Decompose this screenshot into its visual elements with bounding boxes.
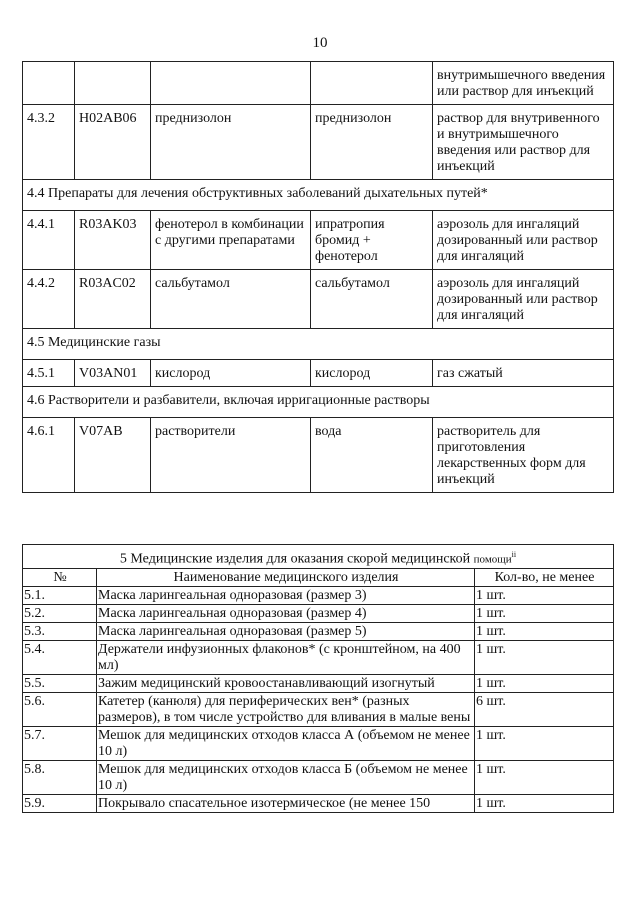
device-row: [23, 794, 614, 812]
drug-name-cell: [151, 62, 311, 105]
device-name-cell: Мешок для медицинских отходов класса А (объемом не менее 10 л): [97, 726, 475, 760]
section-heading-row: [23, 180, 614, 211]
device-qty-cell: 1 шт.: [475, 674, 614, 692]
device-name-cell: Покрывало спасательное изотермическое (не менее 150: [97, 794, 475, 812]
drug-code-cell: 4.4.2: [23, 270, 75, 329]
drug-name-cell: фенотерол в комбинации с другими препаратами: [151, 211, 311, 270]
section-heading-row: [23, 329, 614, 360]
device-qty-cell: 1 шт.: [475, 640, 614, 674]
drug-code-cell: 4.3.2: [23, 105, 75, 180]
header-qty: Кол-во, не менее: [475, 568, 614, 586]
medical-devices-table: [22, 544, 614, 813]
drug-atc-cell: V03AN01: [75, 360, 151, 387]
drug-inn-cell: преднизолон: [311, 105, 433, 180]
drug-atc-cell: R03AC02: [75, 270, 151, 329]
device-row: [23, 726, 614, 760]
device-qty-cell: 6 шт.: [475, 692, 614, 726]
drug-form-cell: газ сжатый: [433, 360, 614, 387]
drug-inn-cell: [311, 62, 433, 105]
drug-atc-cell: H02AB06: [75, 105, 151, 180]
device-name-cell: Катетер (канюля) для периферических вен* (разных размеров), в том числе устройство для вливания в малые вены: [97, 692, 475, 726]
drug-row: [23, 270, 614, 329]
device-qty-cell: 1 шт.: [475, 622, 614, 640]
drug-inn-cell: кислород: [311, 360, 433, 387]
device-name-cell: Маска ларингеальная одноразовая (размер 5): [97, 622, 475, 640]
device-row: [23, 640, 614, 674]
devices-title-tail: помощи: [473, 553, 512, 566]
drug-row: [23, 211, 614, 270]
device-row: [23, 760, 614, 794]
device-num-cell: 5.8.: [23, 760, 97, 794]
drug-inn-cell: ипратропия бромид + фенотерол: [311, 211, 433, 270]
device-qty-cell: 1 шт.: [475, 760, 614, 794]
drug-row: [23, 360, 614, 387]
device-row: [23, 604, 614, 622]
device-name-cell: Держатели инфузионных флаконов* (с кронштейном, на 400 мл): [97, 640, 475, 674]
device-row: [23, 586, 614, 604]
device-name-cell: Маска ларингеальная одноразовая (размер 4): [97, 604, 475, 622]
device-num-cell: 5.1.: [23, 586, 97, 604]
footnote-marker: ii: [511, 550, 517, 559]
device-name-cell: Маска ларингеальная одноразовая (размер 3): [97, 586, 475, 604]
device-qty-cell: 1 шт.: [475, 586, 614, 604]
drug-name-cell: преднизолон: [151, 105, 311, 180]
device-qty-cell: 1 шт.: [475, 726, 614, 760]
page-number: 10: [312, 35, 328, 51]
device-row: [23, 622, 614, 640]
drug-atc-cell: V07AB: [75, 418, 151, 493]
drug-form-cell: аэрозоль для ингаляций дозированный или раствор для ингаляций: [433, 270, 614, 329]
device-row: [23, 674, 614, 692]
drug-form-cell: раствор для внутривенного и внутримышечного введения или раствор для инъекций: [433, 105, 614, 180]
devices-header-row: [23, 568, 614, 586]
device-qty-cell: 1 шт.: [475, 604, 614, 622]
devices-title-text: 5 Медицинские изделия для оказания скорой медицинской: [119, 551, 471, 567]
drug-code-cell: 4.6.1: [23, 418, 75, 493]
drug-code-cell: 4.4.1: [23, 211, 75, 270]
header-name: Наименование медицинского изделия: [97, 568, 475, 586]
drug-inn-cell: сальбутамол: [311, 270, 433, 329]
device-num-cell: 5.5.: [23, 674, 97, 692]
section-heading-row: [23, 387, 614, 418]
drug-row: [23, 62, 614, 105]
device-row: [23, 692, 614, 726]
drug-form-cell: аэрозоль для ингаляций дозированный или раствор для ингаляций: [433, 211, 614, 270]
device-qty-cell: 1 шт.: [475, 794, 614, 812]
device-num-cell: 5.2.: [23, 604, 97, 622]
device-num-cell: 5.4.: [23, 640, 97, 674]
drug-form-cell: растворитель для приготовления лекарственных форм для инъекций: [433, 418, 614, 493]
drug-atc-cell: [75, 62, 151, 105]
section-heading: 4.5 Медицинские газы: [23, 329, 614, 360]
devices-table-title-row: [23, 545, 614, 569]
drug-table: [22, 61, 614, 493]
drug-inn-cell: вода: [311, 418, 433, 493]
device-num-cell: 5.7.: [23, 726, 97, 760]
drug-name-cell: сальбутамол: [151, 270, 311, 329]
drug-name-cell: растворители: [151, 418, 311, 493]
header-num: №: [23, 568, 97, 586]
devices-table-title: [23, 545, 614, 569]
drug-row: [23, 418, 614, 493]
drug-code-cell: [23, 62, 75, 105]
device-num-cell: 5.3.: [23, 622, 97, 640]
drug-atc-cell: R03AK03: [75, 211, 151, 270]
section-heading: 4.4 Препараты для лечения обструктивных заболеваний дыхательных путей*: [23, 180, 614, 211]
drug-row: [23, 105, 614, 180]
device-name-cell: Зажим медицинский кровоостанавливающий изогнутый: [97, 674, 475, 692]
device-name-cell: Мешок для медицинских отходов класса Б (объемом не менее 10 л): [97, 760, 475, 794]
section-heading: 4.6 Растворители и разбавители, включая ирригационные растворы: [23, 387, 614, 418]
drug-form-cell: внутримышечного введения или раствор для инъекций: [433, 62, 614, 105]
drug-code-cell: 4.5.1: [23, 360, 75, 387]
device-num-cell: 5.6.: [23, 692, 97, 726]
device-num-cell: 5.9.: [23, 794, 97, 812]
drug-name-cell: кислород: [151, 360, 311, 387]
